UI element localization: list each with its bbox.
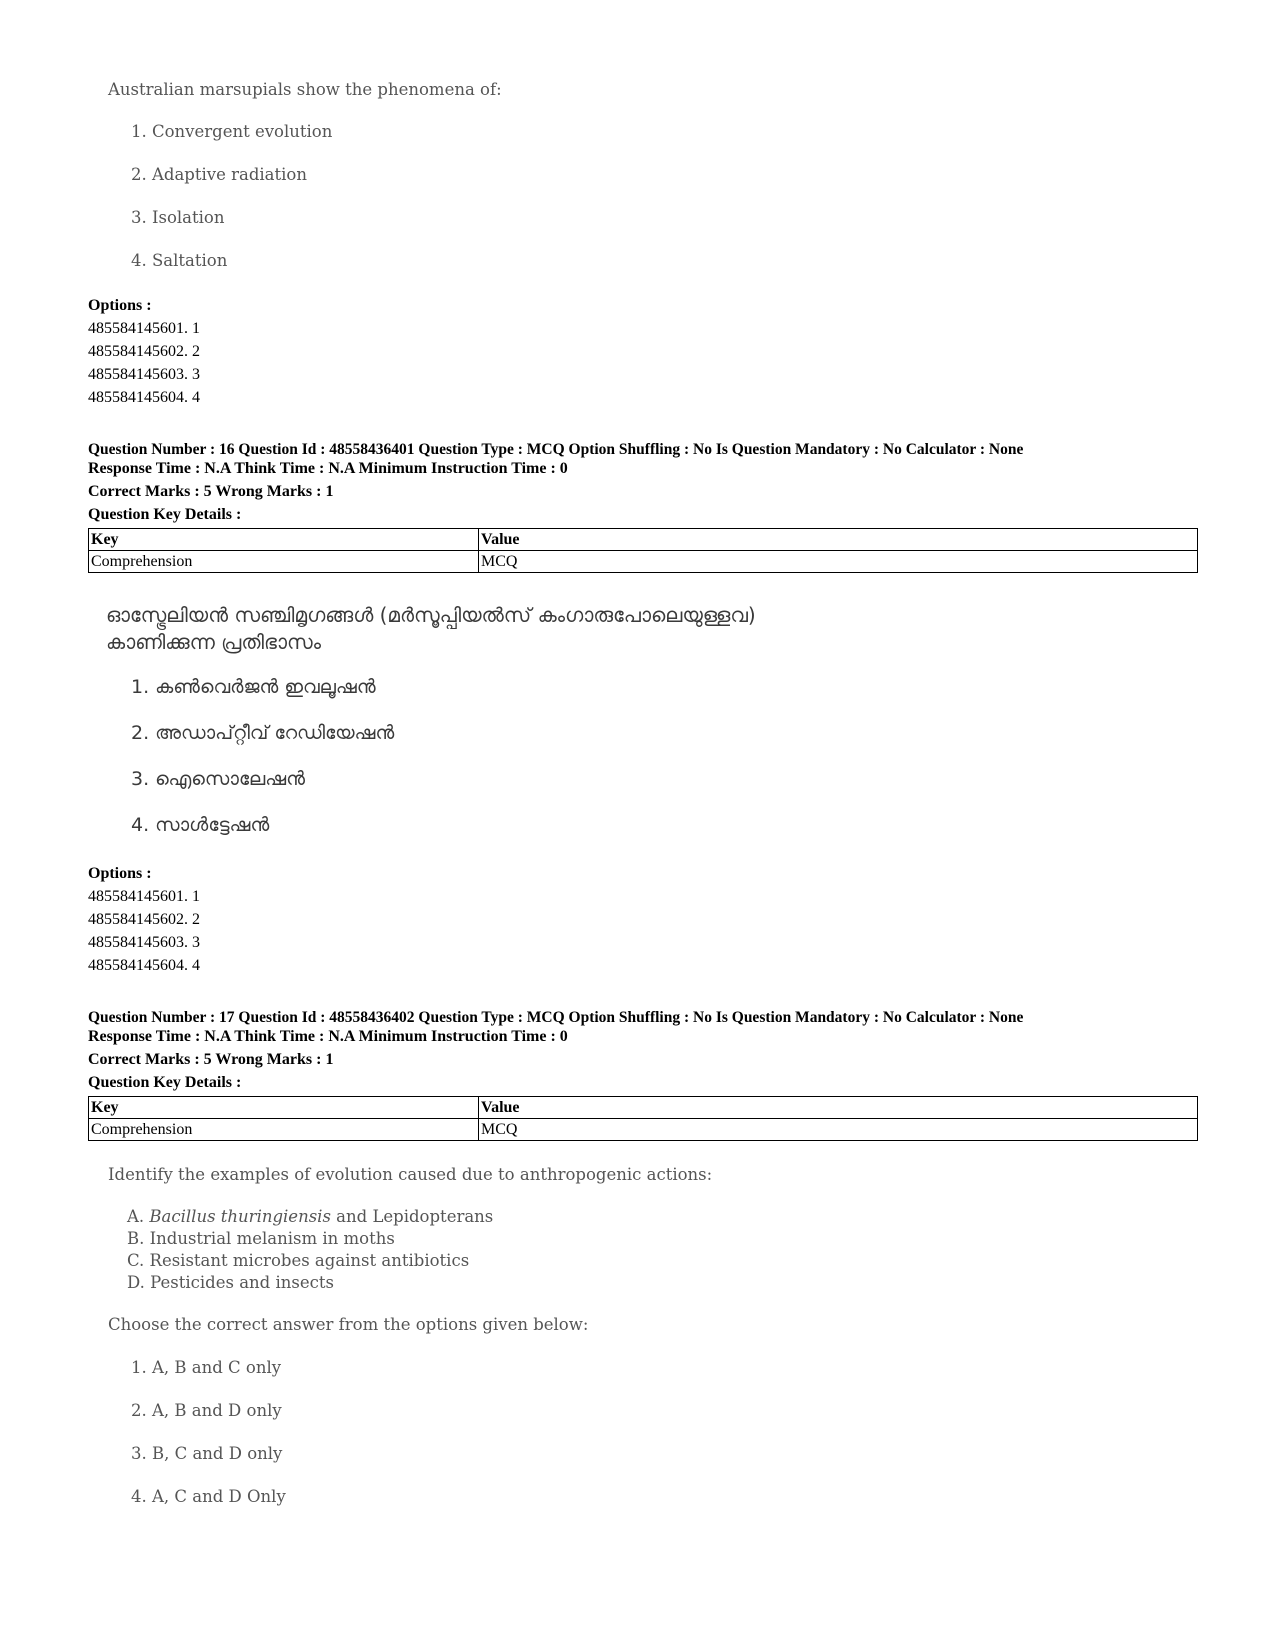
table-row (89, 1119, 1198, 1141)
table-row (89, 551, 1198, 573)
q15-option-id-2: 485584145602. 2 (88, 343, 200, 360)
q16-stem-line2: കാണിക്കുന്ന പ്രതിഭാസം (106, 630, 321, 654)
q17-statement-a (127, 1207, 493, 1226)
q17-stem: Identify the examples of evolution caused due to anthropogenic actions: (108, 1165, 713, 1184)
q15-option-id-1: 485584145601. 1 (88, 320, 200, 337)
q15-option-id-3: 485584145603. 3 (88, 366, 200, 383)
q17-key-table (88, 1096, 1198, 1141)
q16-option-id-3: 485584145603. 3 (88, 934, 200, 951)
q15-option-2: 2. Adaptive radiation (131, 165, 307, 184)
q16-option-id-1: 485584145601. 1 (88, 888, 200, 905)
key-header: Key (89, 1097, 479, 1119)
key-cell: Comprehension (89, 551, 479, 573)
q17-header-line1: Question Number : 17 Question Id : 48558436402 Question Type : MCQ Option Shuffling : No Is Question Mandatory : No Calculator : None (88, 1009, 1024, 1026)
q17-header-line2: Response Time : N.A Think Time : N.A Minimum Instruction Time : 0 (88, 1028, 568, 1045)
q16-option-3: 3. ഐസൊലേഷൻ (131, 768, 306, 790)
q17-option-1: 1. A, B and C only (131, 1358, 282, 1377)
q17-marks: Correct Marks : 5 Wrong Marks : 1 (88, 1051, 334, 1068)
q16-option-1: 1. കൺവെർജൻ ഇവലൂഷൻ (131, 676, 376, 698)
table-header-row (89, 529, 1198, 551)
q16-option-id-2: 485584145602. 2 (88, 911, 200, 928)
statement-a-species: Bacillus thuringiensis (149, 1207, 331, 1226)
q17-option-3: 3. B, C and D only (131, 1444, 283, 1463)
key-cell: Comprehension (89, 1119, 479, 1141)
q17-statement-c: C. Resistant microbes against antibiotics (127, 1251, 470, 1270)
q16-marks: Correct Marks : 5 Wrong Marks : 1 (88, 483, 334, 500)
q16-key-details-label: Question Key Details : (88, 506, 242, 523)
statement-a-rest: and Lepidopterans (330, 1207, 494, 1226)
q16-header-line1: Question Number : 16 Question Id : 48558436401 Question Type : MCQ Option Shuffling : No Is Question Mandatory : No Calculator : None (88, 441, 1024, 458)
q17-option-4: 4. A, C and D Only (131, 1487, 286, 1506)
q16-header-line2: Response Time : N.A Think Time : N.A Minimum Instruction Time : 0 (88, 460, 568, 477)
q16-options-label: Options : (88, 865, 152, 882)
q15-options-label: Options : (88, 297, 152, 314)
q15-option-3: 3. Isolation (131, 208, 225, 227)
q17-statement-d: D. Pesticides and insects (127, 1273, 334, 1292)
q17-statement-b: B. Industrial melanism in moths (127, 1229, 395, 1248)
statement-a-label: A. (127, 1207, 145, 1226)
q16-option-2: 2. അഡാപ്റ്റീവ് റേഡിയേഷൻ (131, 722, 395, 744)
q17-instruction: Choose the correct answer from the options given below: (108, 1315, 589, 1334)
value-header: Value (479, 1097, 1198, 1119)
value-cell: MCQ (479, 1119, 1198, 1141)
q15-option-4: 4. Saltation (131, 251, 228, 270)
q17-option-2: 2. A, B and D only (131, 1401, 282, 1420)
q15-option-id-4: 485584145604. 4 (88, 389, 200, 406)
q16-stem-line1: ഓസ്ട്രേലിയൻ സഞ്ചിമൃഗങ്ങൾ (മർസൂപ്പിയൽസ് കംഗാരുപോലെയുള്ളവ) (106, 603, 756, 627)
value-cell: MCQ (479, 551, 1198, 573)
q16-key-table (88, 528, 1198, 573)
q16-option-id-4: 485584145604. 4 (88, 957, 200, 974)
value-header: Value (479, 529, 1198, 551)
key-header: Key (89, 529, 479, 551)
q17-key-details-label: Question Key Details : (88, 1074, 242, 1091)
q15-option-1: 1. Convergent evolution (131, 122, 333, 141)
q16-option-4: 4. സാൾട്ടേഷൻ (131, 814, 270, 836)
table-header-row (89, 1097, 1198, 1119)
q15-stem: Australian marsupials show the phenomena of: (108, 80, 502, 99)
